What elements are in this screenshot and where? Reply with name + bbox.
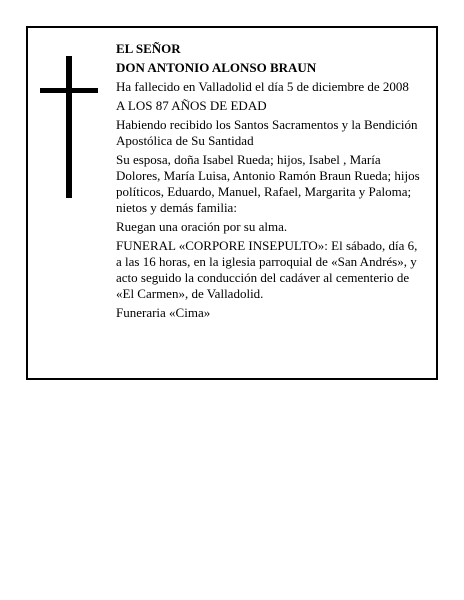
latin-cross-icon [40,56,98,198]
cross-vertical-bar [66,56,72,198]
funeral-home: Funeraria «Cima» [116,305,211,320]
funeral-details: FUNERAL «CORPORE INSEPULTO»: El sábado, día 6, a las 16 horas, en la iglesia parroquial de «San Andrés», y acto seguido la conducción del cadáver al cementerio de «El Carmen», de Valladolid. [116,238,418,301]
deceased-name: DON ANTONIO ALONSO BRAUN [116,60,317,75]
notice-title-line1: EL SEÑOR [116,41,181,56]
sacraments-line: Habiendo recibido los Santos Sacramentos y la Bendición Apostólica de Su Santidad [116,117,418,148]
death-info: Ha fallecido en Valladolid el día 5 de diciembre de 2008 [116,79,409,94]
family-list: Su esposa, doña Isabel Rueda; hijos, Isabel , María Dolores, María Luisa, Antonio Ramón Braun Rueda; hijos políticos, Eduardo, Manuel, Rafael, Margarita y Paloma; nietos y demás familia: [116,152,420,215]
obituary-notice [26,26,438,380]
age-line: A LOS 87 AÑOS DE EDAD [116,98,267,113]
notice-body [116,41,426,324]
cross-horizontal-bar [40,88,98,93]
prayer-request: Ruegan una oración por su alma. [116,219,288,234]
